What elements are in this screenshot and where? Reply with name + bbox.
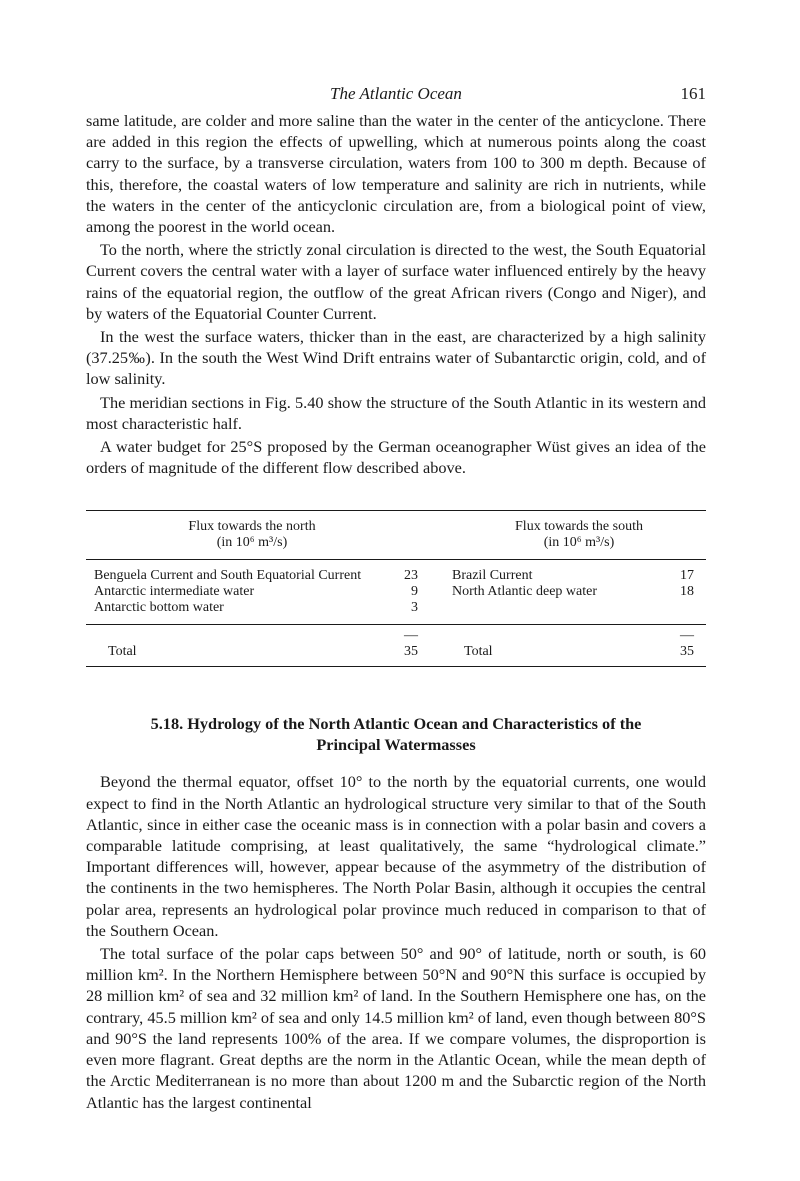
south-header-unit: (in 10⁶ m³/s) <box>543 535 615 551</box>
table-row <box>86 560 706 585</box>
north-header-unit: (in 10⁶ m³/s) <box>216 535 288 551</box>
page <box>86 84 706 1113</box>
north-header <box>86 511 418 552</box>
north-label: Antarctic bottom water <box>94 600 224 616</box>
north-header-title: Flux towards the north <box>188 519 316 535</box>
south-value <box>672 600 706 616</box>
paragraph: Beyond the thermal equator, offset 10° to the north by the equatorial currents, one would expect to find in the North Atlantic an hydrological structure very similar to that of the South Atlantic, since in either case the oceanic mass is in connection with a polar basin and covers a comparable latitude comprising, at least qualitatively, the same “hydrological climate.” Important differences will, however, appear because of the asymmetry of the distribution of the continents in the two hemispheres. The North Polar Basin, although it occupies the central polar area, represents an hydrological polar province much reduced in comparison to that of the Southern Ocean. <box>86 772 706 940</box>
south-label <box>452 600 672 616</box>
running-title: The Atlantic Ocean <box>330 84 462 103</box>
sum-rule-row <box>86 625 706 645</box>
total-value-north: 35 <box>404 644 418 660</box>
paragraph: same latitude, are colder and more saline than the water in the center of the anticyclone. There are added in this region the effects of upwelling, which at numerous points along the coast carry to the surface, by a transverse circulation, waters from 100 to 300 m depth. Because of this, therefore, the coastal waters of low temperature and salinity are rich in nutrients, while the waters in the center of the anticyclonic circulation are, from a biological point of view, among the poorest in the world ocean. <box>86 111 706 237</box>
north-value: 9 <box>411 584 418 600</box>
south-label: Brazil Current <box>452 568 533 584</box>
north-label: Antarctic intermediate water <box>94 584 255 600</box>
south-value: 18 <box>680 584 694 600</box>
north-value: 3 <box>411 600 418 616</box>
flux-table <box>86 510 706 667</box>
section-title-line: Principal Watermasses <box>316 735 476 755</box>
total-row <box>86 644 706 667</box>
paragraph: A water budget for 25°S proposed by the German oceanographer Wüst gives an idea of the orders of magnitude of the different flow described above. <box>86 437 706 478</box>
south-header <box>452 511 706 552</box>
north-value: 23 <box>404 568 418 584</box>
paragraph: In the west the surface waters, thicker than in the east, are characterized by a high salinity (37.25‰). In the south the West Wind Drift entrains water of Subantarctic origin, cold, and of low salinity. <box>86 327 706 389</box>
south-header-title: Flux towards the south <box>515 519 643 535</box>
table-row <box>86 584 706 600</box>
south-label: North Atlantic deep water <box>452 584 598 600</box>
table-row <box>86 600 706 616</box>
sum-mark-north: — <box>404 628 418 644</box>
north-label: Benguela Current and South Equatorial Current <box>94 568 362 584</box>
table-header-row <box>86 511 706 552</box>
south-value: 17 <box>680 568 694 584</box>
section-body <box>86 771 706 1112</box>
paragraph: The meridian sections in Fig. 5.40 show the structure of the South Atlantic in its western and most characteristic half. <box>86 392 706 433</box>
paragraph: To the north, where the strictly zonal circulation is directed to the west, the South Equatorial Current covers the central water with a layer of surface water influenced entirely by the heavy rains of the equatorial region, the outflow of the great African rivers (Congo and Niger), and by waters of the Equatorial Counter Current. <box>86 240 706 323</box>
page-number: 161 <box>680 84 706 103</box>
page-header <box>86 84 706 110</box>
section-title-line: 5.18. Hydrology of the North Atlantic Ocean and Characteristics of the <box>150 714 642 734</box>
section-title <box>86 713 706 755</box>
total-label-north: Total <box>108 644 137 660</box>
total-value-south: 35 <box>680 644 694 660</box>
total-label-south: Total <box>464 644 493 660</box>
paragraph: The total surface of the polar caps between 50° and 90° of latitude, north or south, is 60 million km². In the Northern Hemisphere between 50°N and 90°N this surface is occupied by 28 million km² of sea and 32 million km² of land. In the Southern Hemisphere one has, on the contrary, 45.5 million km² of sea and only 14.5 million km² of land, even though between 80°S and 90°S the land represents 100% of the area. If we compare volumes, the disproportion is even more flagrant. Great depths are the norm in the Atlantic Ocean, while the mean depth of the Arctic Mediterranean is no more than about 1200 m and the Subarctic region of the North Atlantic has the largest continental <box>86 944 706 1112</box>
sum-mark-south: — <box>680 628 694 644</box>
